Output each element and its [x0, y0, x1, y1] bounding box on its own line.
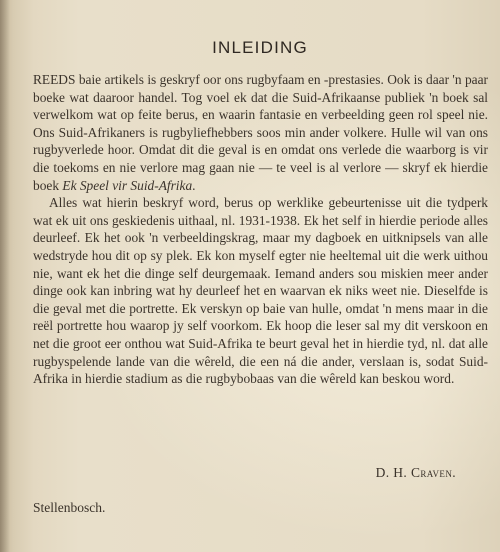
- paragraph-2-text: Alles wat hierin beskryf word, berus op werklike gebeurtenisse uit die tydperk wat ek uit ons geskiedenis uithaal, nl. 1931-1938. Ek het self in hierdie periode alles deurleef. Ek het ook 'n verbeeldingskrag, maar my dagboek en uitknipsels van alle wedstryde hou dit op sy plek. Ek kon myself egter nie heeltemal uit die werk uithou nie, want ek het die dinge self deurgemaak. Iemand anders sou miskien meer ander dinge ook kan inbring wat hy deurleef het en waarvan ek niks weet nie. Dieselfde is die geval met die portrette. Ek verskyn op baie van hulle, omdat 'n mens maar in die reël portrette hou waarop jy self voorkom. Ek hoop die leser sal my dit verskoon en net die groot eer onthou wat Suid-Afrika te beurt geval het in hierdie tyd, nl. dat alle rugbyspelende lande van die wêreld, die een ná die ander, verslaan is, sodat Suid-Afrika in hierdie stadium as die rugbybobaas van die wêreld kan beskou word.: [33, 195, 488, 387]
- paragraph-1-tail: .: [192, 177, 196, 193]
- paragraph-1-lead-word: REEDS: [33, 72, 76, 87]
- place-name: Stellenbosch.: [33, 500, 106, 515]
- paragraph-2: [33, 194, 488, 388]
- introduction-body: [33, 71, 488, 388]
- paragraph-1-text: baie artikels is geskryf oor ons rugbyfaam en -prestasies. Ook is daar 'n paar boeke wat daaroor handel. Tog voel ek dat die Suid-Afrikaanse publiek 'n boek sal verwelkom wat op feite berus, en waarin fantasie en verbeelding geen rol speel nie. Ons Suid-Afrikaners is rugbyliefhebbers soos min ander volkere. Hulle wil van ons rugbyverlede hoor. Omdat dit die geval is en omdat ons verlede die waarborg is vir die toekoms en nie verlore mag gaan nie — te veel is al verlore — skryf ek hierdie boek: [33, 72, 488, 193]
- page-title: INLEIDING: [212, 38, 308, 57]
- author-name: D. H. Craven.: [375, 465, 456, 480]
- book-title-italic: Ek Speel vir Suid-Afrika: [62, 177, 193, 193]
- page-spine-shadow: [0, 0, 10, 552]
- paragraph-1: [33, 71, 488, 194]
- author-signature: [376, 465, 456, 481]
